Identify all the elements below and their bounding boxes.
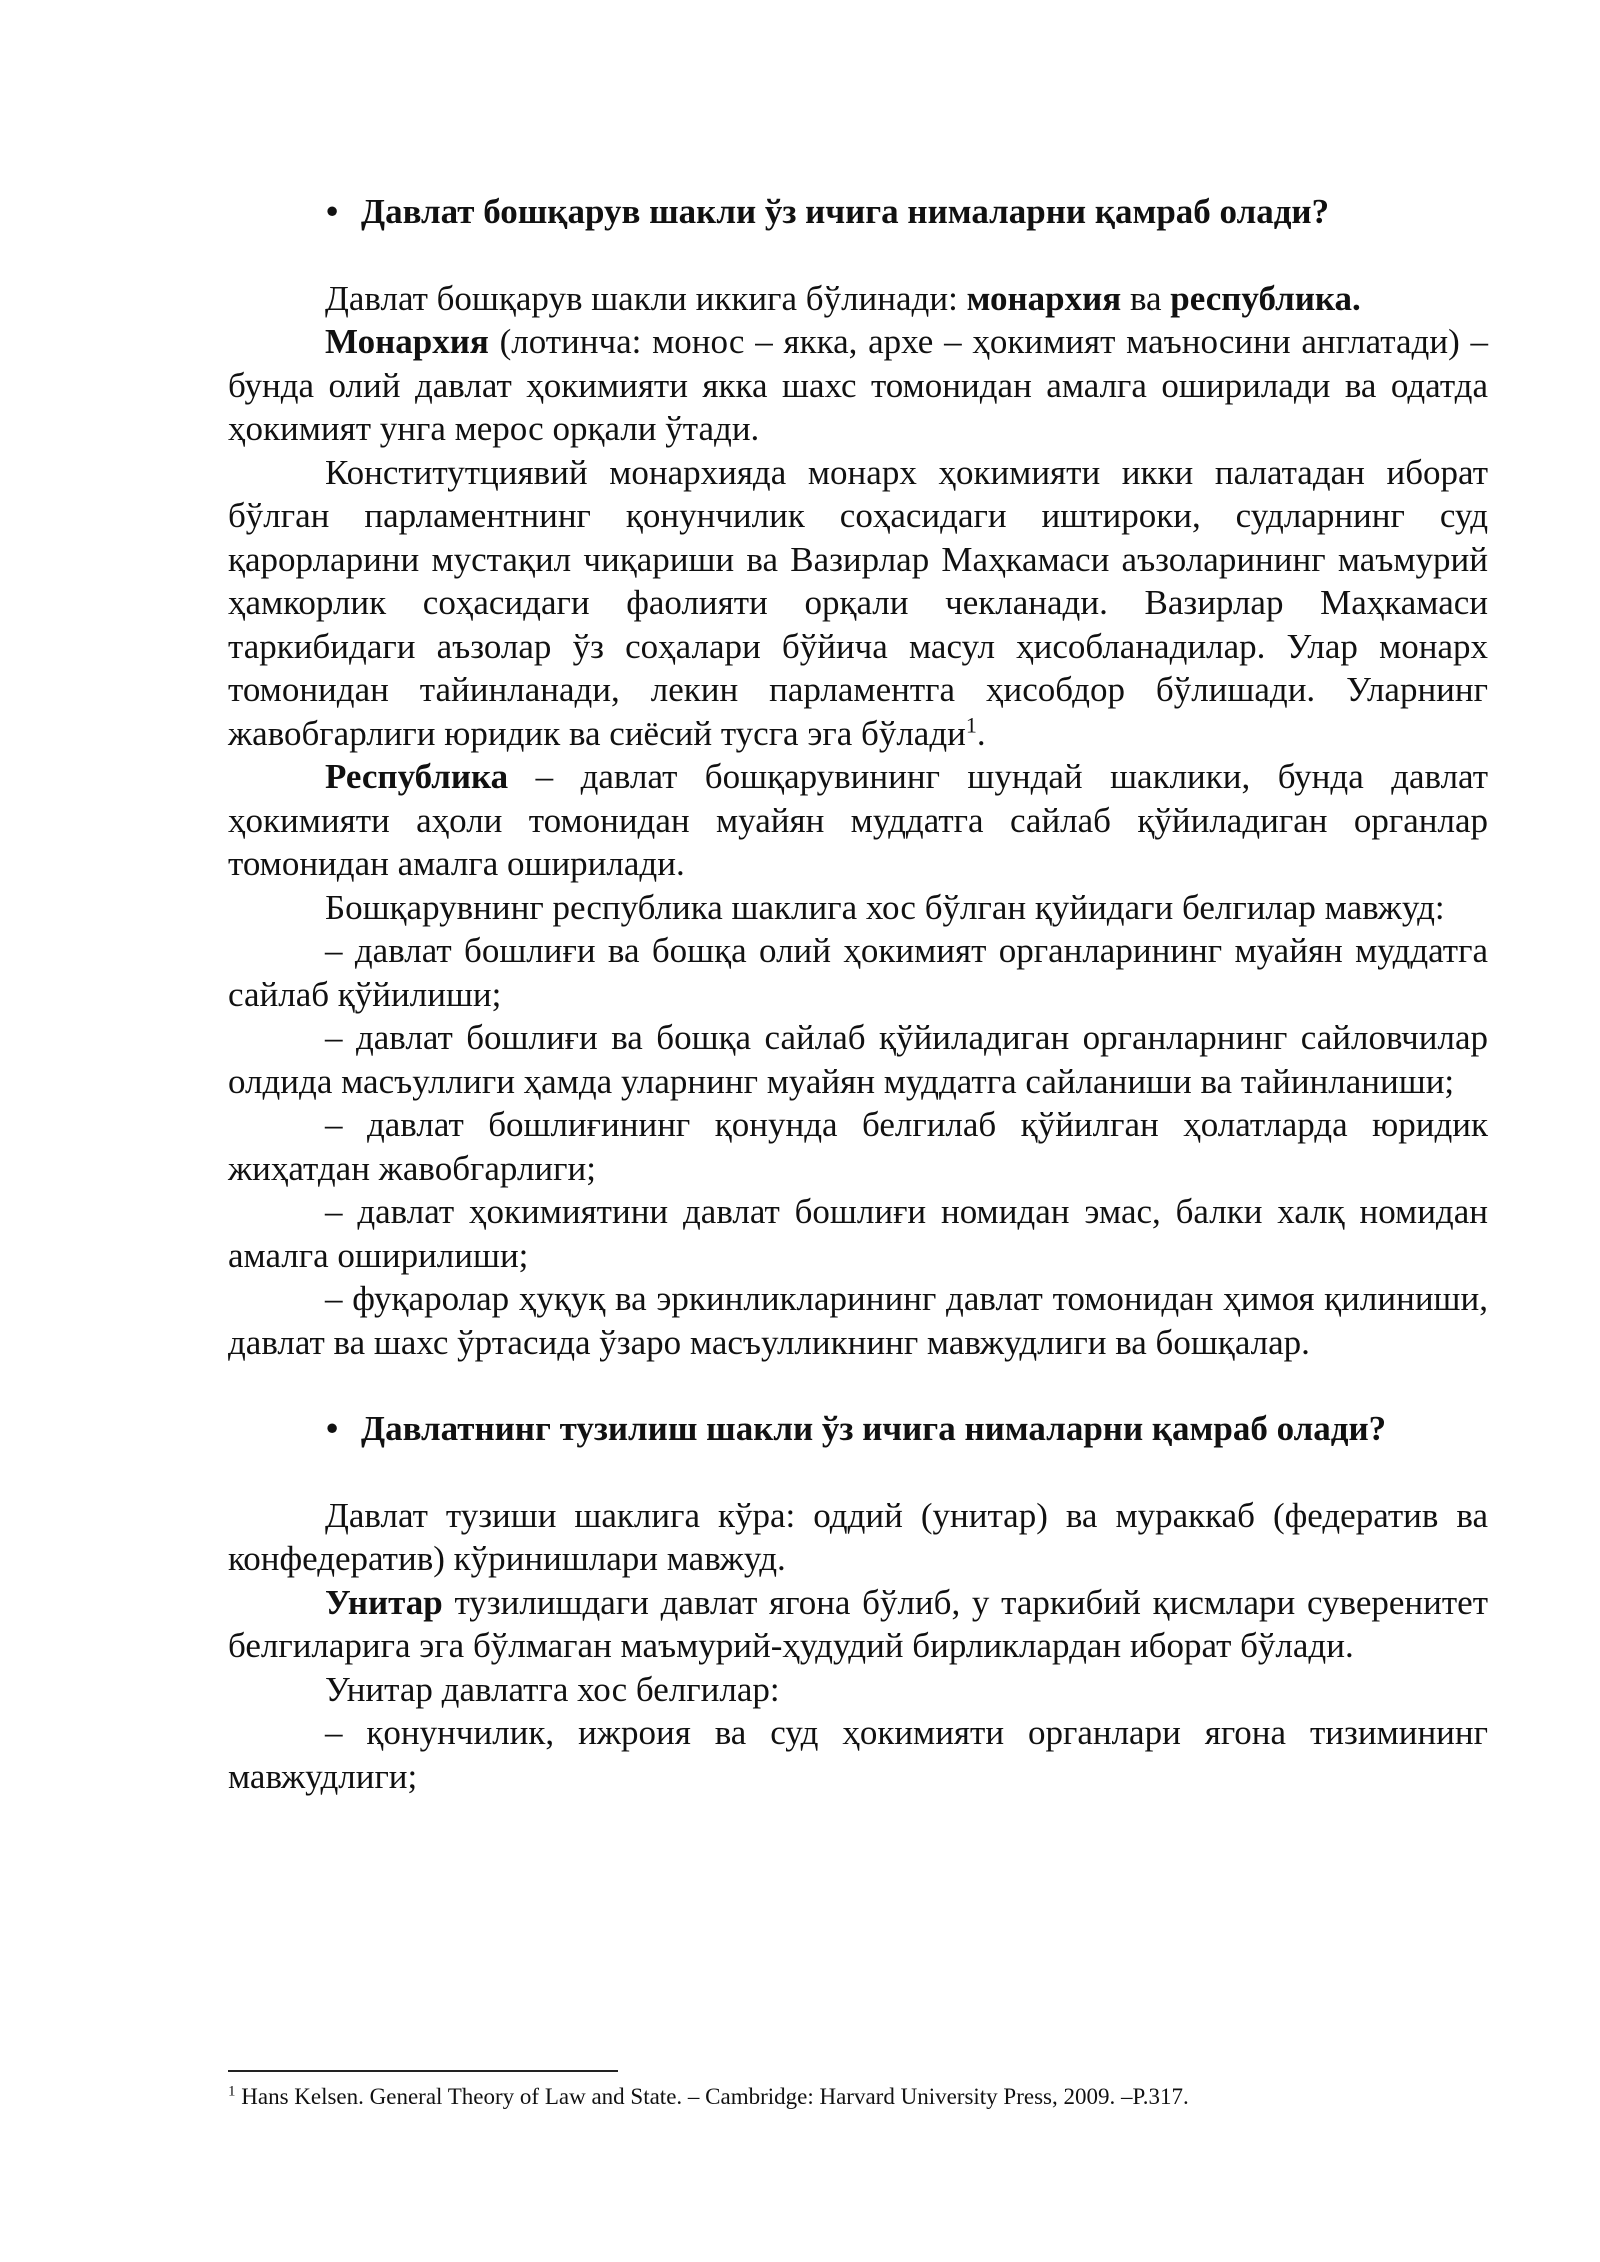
list-item: – давлат ҳокимиятини давлат бошлиғи номидан эмас, балки халқ номидан амалга оширилиши;: [228, 1192, 1488, 1275]
section-heading-government-form: [228, 190, 1488, 234]
paragraph-structure-types: Давлат тузиши шаклига кўра: оддий (унитар) ва мураккаб (федератив ва конфедератив) кўринишлари мавжуд.: [228, 1495, 1488, 1578]
list-item: – давлат бошлиғи ва бошқа олий ҳокимият органларининг муайян муддатга сайлаб қўйилиши;: [228, 931, 1488, 1014]
paragraph-republic-features-intro: Бошқарувнинг республика шаклига хос бўлган қуйидаги белгилар мавжуд:: [325, 887, 1445, 927]
term-monarchy: монархия: [966, 278, 1122, 318]
spacer: [228, 234, 1488, 277]
bullet-icon: •: [326, 192, 339, 231]
footnote-reference: 1: [965, 711, 977, 737]
list-item: – давлат бошлиғининг қонунда белгилаб қўйилган ҳолатларда юридик жиҳатдан жавобгарлиги;: [228, 1105, 1488, 1188]
term-unitary-bold: Унитар: [325, 1582, 443, 1622]
paragraph-unitary-definition: Унитар тузилишдаги давлат ягона бўлиб, у таркибий қисмлари суверенитет белгиларига эга бўлмаган маъмурий-ҳудудий бирликлардан иборат бўлади.: [228, 1582, 1488, 1665]
list-item: – давлат бошлиғи ва бошқа сайлаб қўйиладиган органларнинг сайловчилар олдида масъуллиги ҳамда уларнинг муайян муддатга сайланиши ва тайинланиши;: [228, 1018, 1488, 1101]
paragraph-republic-definition: Республика – давлат бошқарувининг шундай шаклики, бунда давлат ҳокимияти аҳоли томонидан муайян муддатга сайлаб қўйиладиган органлар томонидан амалга оширилади.: [228, 757, 1488, 883]
footnote-text: Hans Kelsen. General Theory of Law and State. – Cambridge: Harvard University Press, 2009. –P.317.: [235, 2084, 1189, 2109]
term-republic-bold: Республика: [325, 757, 509, 796]
footnote-divider: [228, 2070, 618, 2072]
heading-text: Давлат бошқарув шакли ўз ичига нималарни қамраб олади?: [361, 192, 1330, 231]
bullet-icon: •: [326, 1409, 339, 1448]
paragraph-monarchy-definition: Монархия (лотинча: монос – якка, архе – ҳокимият маъносини англатади) – бунда олий давлат ҳокимияти якка шахс томонидан амалга оширилади ва одатда ҳокимият унга мерос орқали ўтади.: [228, 322, 1488, 448]
section-heading-state-structure: [228, 1407, 1488, 1451]
term-monarchy-bold: Монархия: [325, 322, 489, 361]
list-item: – фуқаролар ҳуқуқ ва эркинликларининг давлат томонидан ҳимоя қилиниши, давлат ва шахс ўртасида ўзаро масъулликнинг мавжудлиги ва бошқалар.: [228, 1279, 1488, 1362]
document-page: [228, 190, 1488, 1798]
spacer: [228, 1451, 1488, 1494]
list-item: – қонунчилик, ижроия ва суд ҳокимияти органлари ягона тизимининг мавжудлиги;: [228, 1713, 1488, 1796]
heading-text: Давлатнинг тузилиш шакли ўз ичига нималарни қамраб олади?: [361, 1409, 1387, 1448]
spacer: [228, 1364, 1488, 1407]
paragraph-unitary-features-intro: Унитар давлатга хос белгилар:: [325, 1669, 780, 1709]
footnote: [228, 2082, 1488, 2112]
footnote-number: 1: [228, 2083, 236, 2100]
term-republic: республика.: [1170, 278, 1361, 318]
paragraph-government-form-types: Давлат бошқарув шакли иккига бўлинади: монархия ва республика.: [325, 278, 1361, 318]
paragraph-constitutional-monarchy: Конститутциявий монархияда монарх ҳокимияти икки палатадан иборат бўлган парламентнинг қонунчилик соҳасидаги иштироки, судларнинг суд қарорларини мустақил чиқариши ва Вазирлар Маҳкамаси аъзоларининг маъмурий ҳамкорлик соҳасидаги фаолияти орқали чекланади. Вазирлар Маҳкамаси таркибидаги аъзолар ўз соҳалари бўйича масул ҳисобланадилар. Улар монарх томонидан тайинланади, лекин парламентга ҳисобдор бўлишади. Уларнинг жавобгарлиги юридик ва сиёсий тусга эга бўлади$^1$.: [228, 452, 1488, 753]
